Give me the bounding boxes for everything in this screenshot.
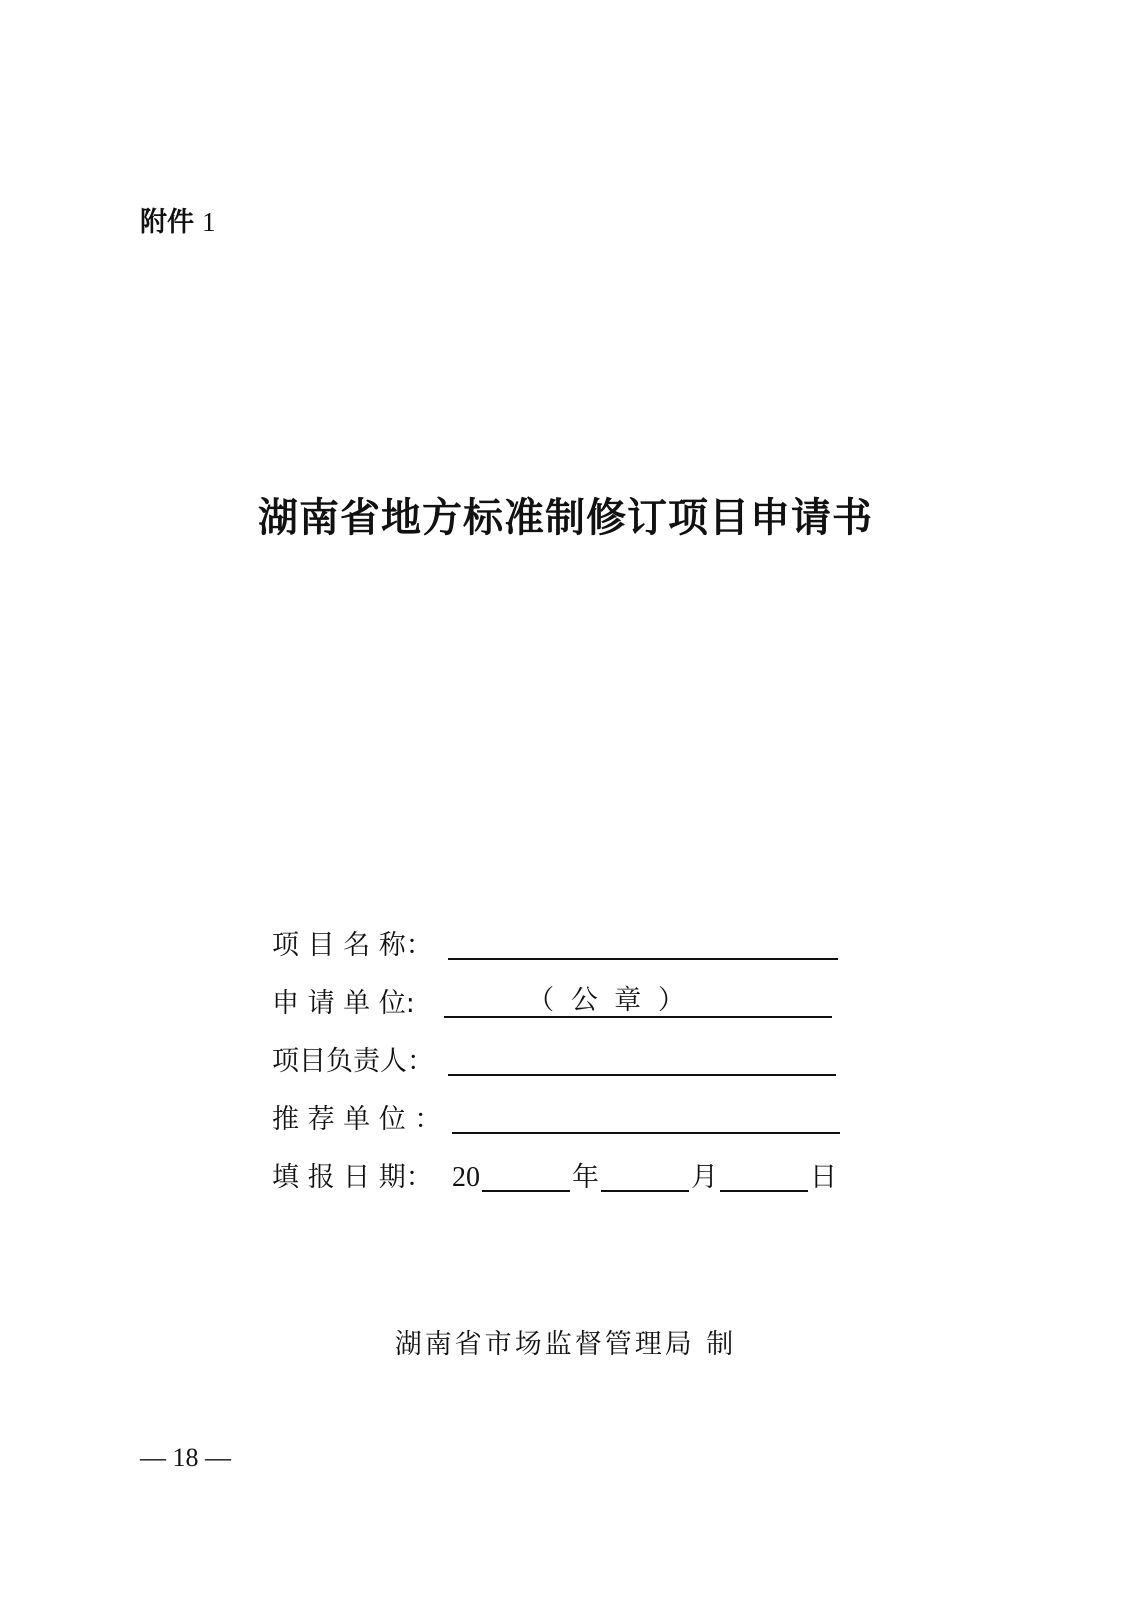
attachment-label [140,200,216,239]
applicant-field[interactable] [444,986,832,1018]
day-field[interactable] [720,1160,808,1192]
form-row-recommender [272,1086,852,1144]
attachment-number: 1 [202,207,216,237]
form-row-leader [272,1028,852,1086]
application-form [272,912,852,1202]
applicant-label: 申 请 单 位: [272,988,415,1019]
page-number: — 18 — [140,1443,231,1472]
project-name-field[interactable] [448,928,838,960]
leader-label: 项目负责人： [272,1046,434,1077]
form-row-date [272,1144,852,1202]
official-seal-note: （ 公 章 ） [527,985,689,1016]
month-unit: 月 [691,1162,718,1193]
year-unit: 年 [572,1162,599,1193]
form-row-applicant [272,970,852,1028]
date-label: 填 报 日 期： [272,1162,433,1193]
attachment-label-text: 附件 [140,207,194,238]
recommender-label: 推 荐 单 位 ： [272,1104,442,1135]
issuer-line: 湖南省市场监督管理局 制 [394,1329,737,1360]
project-name-label: 项 目 名 称： [272,930,433,961]
year-prefix: 20 [452,1162,480,1193]
leader-field[interactable] [448,1044,836,1076]
day-unit: 日 [810,1162,837,1193]
month-field[interactable] [601,1160,689,1192]
form-row-project-name [272,912,852,970]
document-title: 湖南省地方标准制修订项目申请书 [258,495,873,541]
year-field[interactable] [482,1160,570,1192]
recommender-field[interactable] [452,1102,840,1134]
